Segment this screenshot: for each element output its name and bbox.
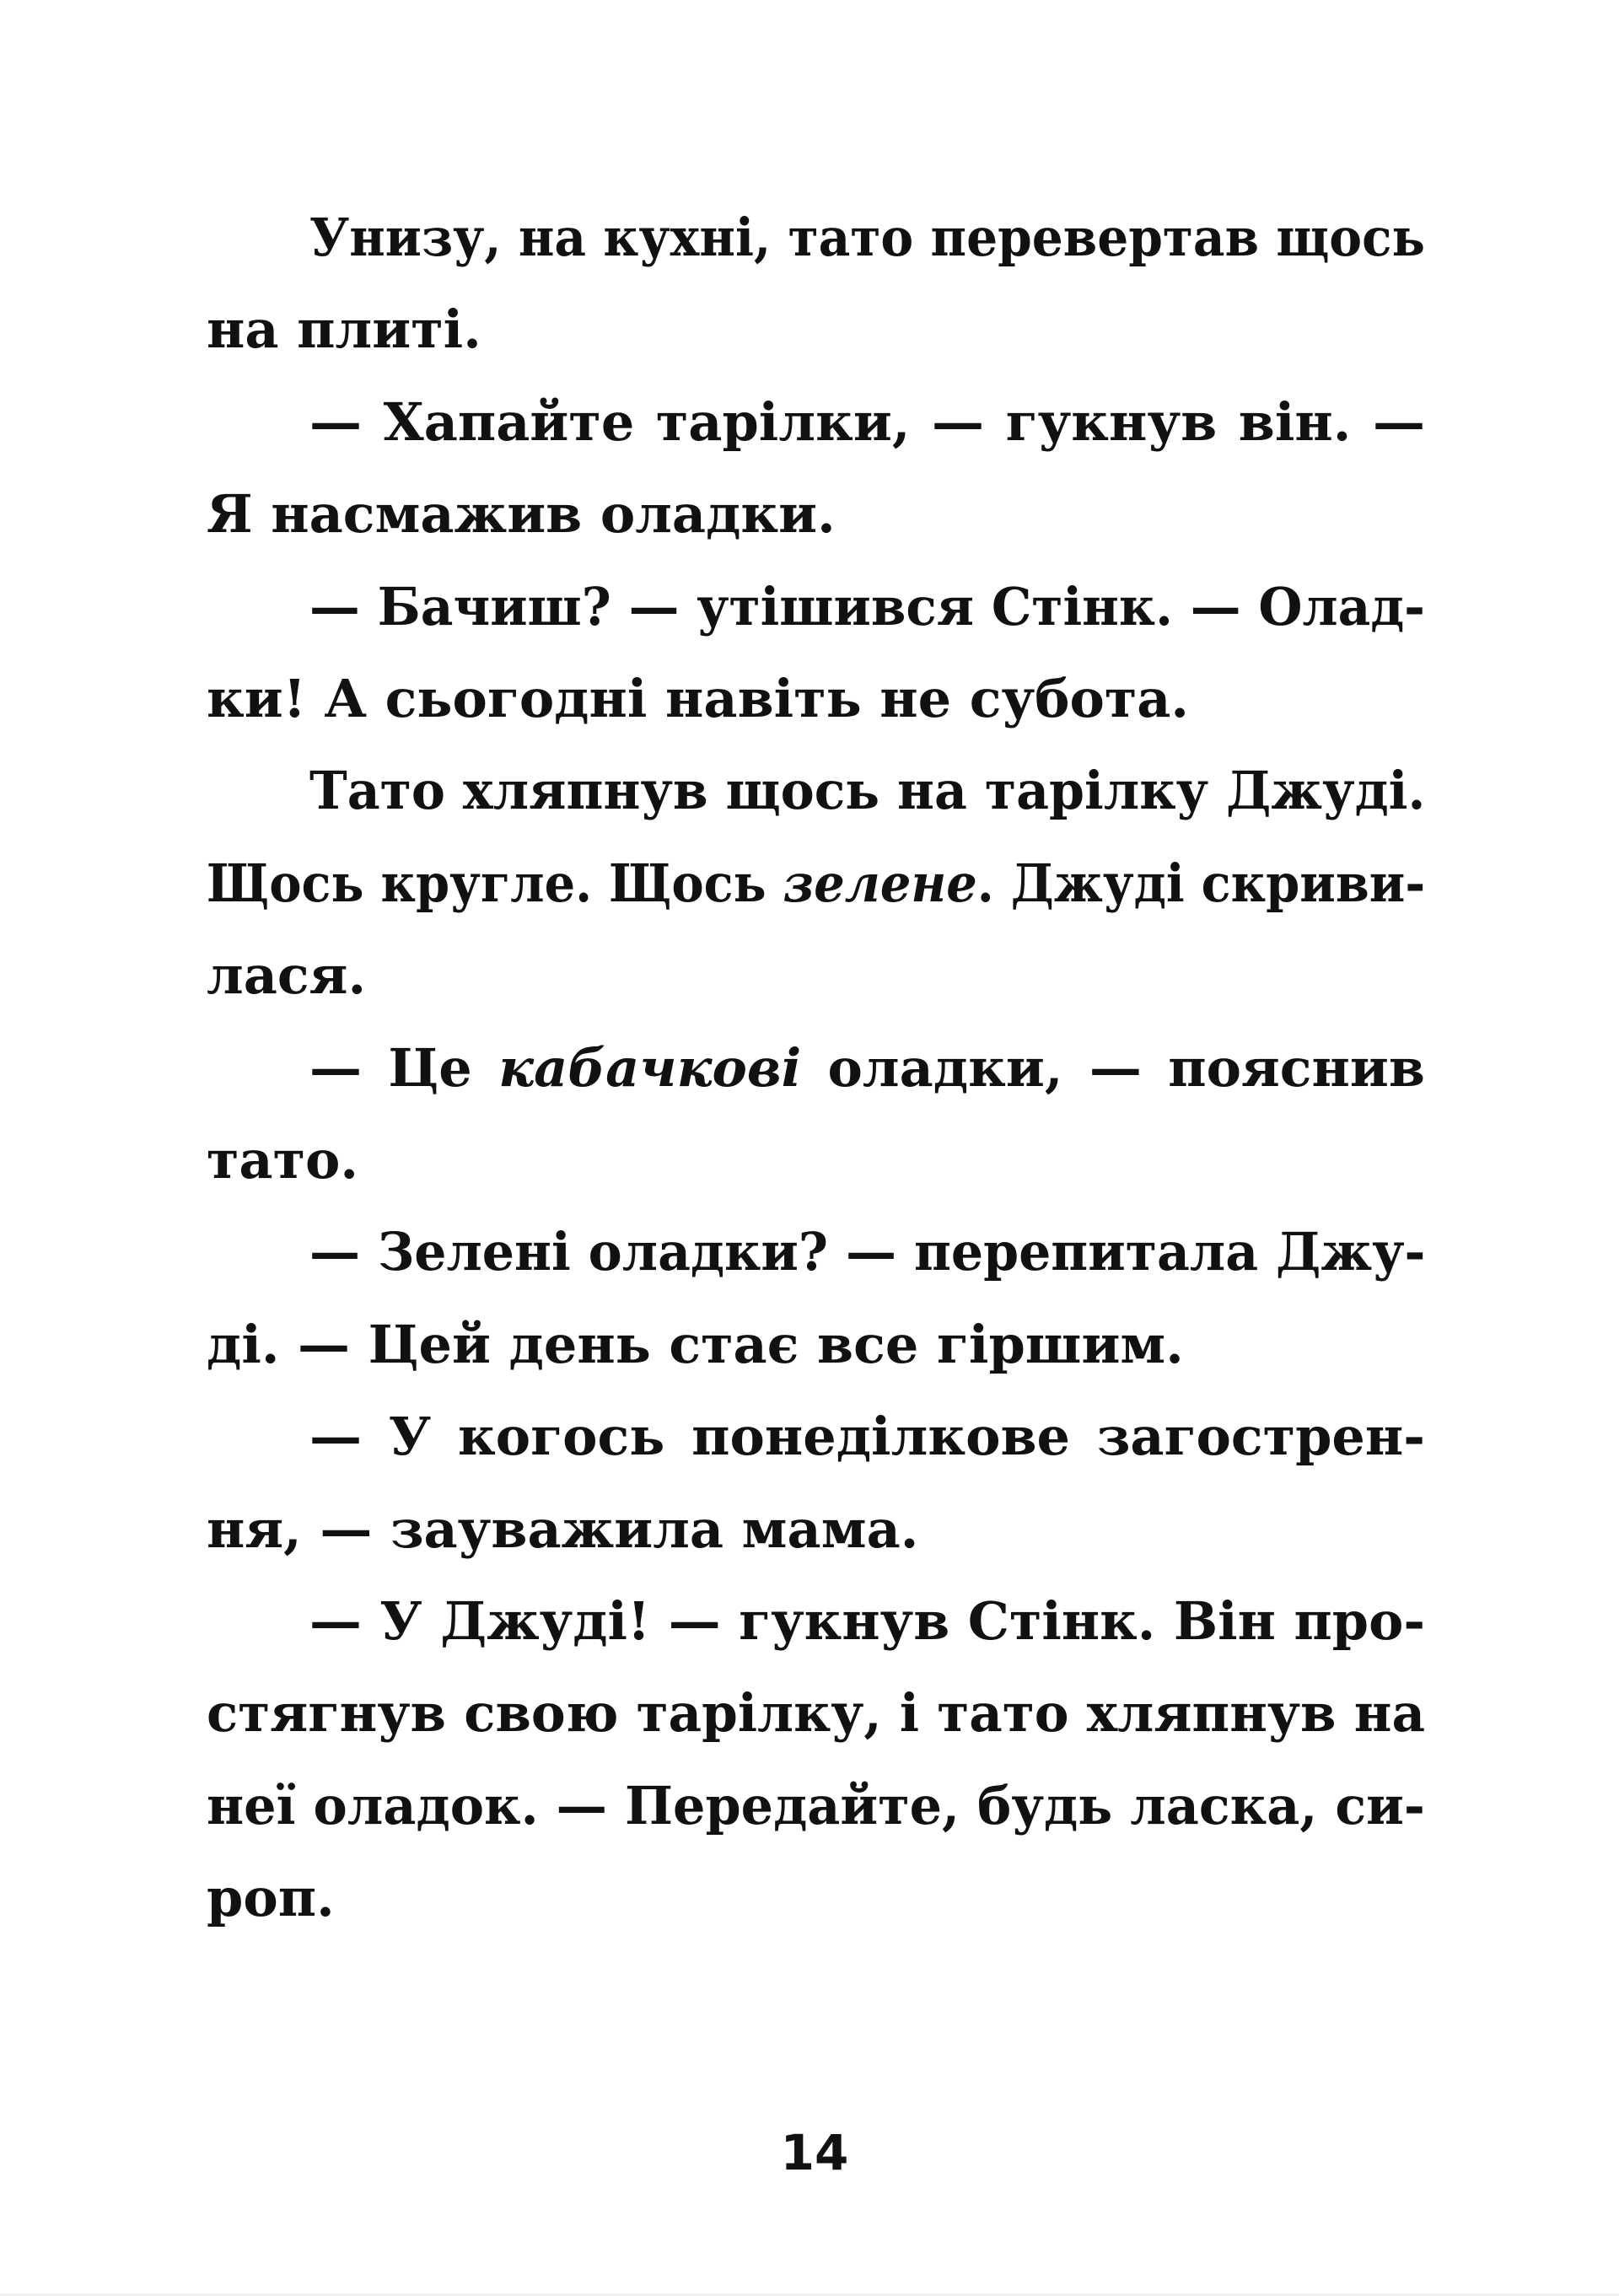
text-segment: Унизу, на кухні, тато перевертав щось (309, 207, 1425, 268)
text-line (207, 1772, 1425, 1840)
text-line (309, 1588, 1425, 1655)
text-line (207, 296, 481, 363)
text-line (207, 1680, 1425, 1747)
text-segment: ня, — зауважила мама. (207, 1498, 919, 1560)
text-segment: . Джуді скриви- (976, 852, 1426, 914)
text-segment: Тато хляпнув щось на тарілку Джуді. (309, 760, 1426, 822)
text-line (207, 850, 1425, 917)
text-segment: ді. — Цей день стає все гіршим. (207, 1313, 1184, 1375)
text-segment: на плиті. (207, 298, 481, 361)
text-segment: Щось кругле. Щось (207, 852, 783, 914)
text-line (309, 389, 1425, 456)
italic-word: зелене (783, 852, 977, 914)
text-line (207, 665, 1189, 733)
text-segment: — Це (309, 1036, 499, 1099)
text-line (207, 1496, 918, 1563)
text-segment: неї оладок. — Передайте, будь ласка, си- (207, 1774, 1425, 1836)
page-number: 14 (780, 2124, 849, 2181)
text-segment: — У когось понеділкове загострен- (309, 1406, 1425, 1468)
text-segment: Я насмажив оладки. (207, 483, 836, 546)
text-segment: оладки, — пояснив (801, 1036, 1425, 1099)
text-segment: тато. (207, 1129, 358, 1191)
text-line (207, 942, 366, 1009)
text-segment: — Бачиш? — утішився Стінк. — Олад- (309, 575, 1425, 637)
text-segment: лася. (207, 944, 367, 1007)
text-line (309, 1403, 1425, 1471)
text-segment: роп. (207, 1867, 335, 1929)
text-line (309, 573, 1425, 641)
text-segment: — У Джуді! — гукнув Стінк. Він про- (309, 1590, 1425, 1652)
text-line (207, 481, 836, 548)
text-segment: ки! А сьогодні навіть не субота. (207, 668, 1190, 729)
text-line (207, 1126, 358, 1194)
italic-word: кабачкові (498, 1036, 802, 1099)
text-line (309, 757, 1425, 825)
text-line (207, 1311, 1184, 1379)
text-line (309, 1218, 1425, 1286)
text-segment: — Зелені оладки? — перепитала Джу- (309, 1221, 1426, 1283)
text-line (309, 1035, 1425, 1102)
text-line (309, 204, 1425, 272)
text-segment: стягнув свою тарілку, і тато хляпнув на (207, 1682, 1426, 1745)
text-line (207, 1864, 335, 1932)
text-segment: — Хапайте тарілки, — гукнув він. — (309, 390, 1425, 453)
